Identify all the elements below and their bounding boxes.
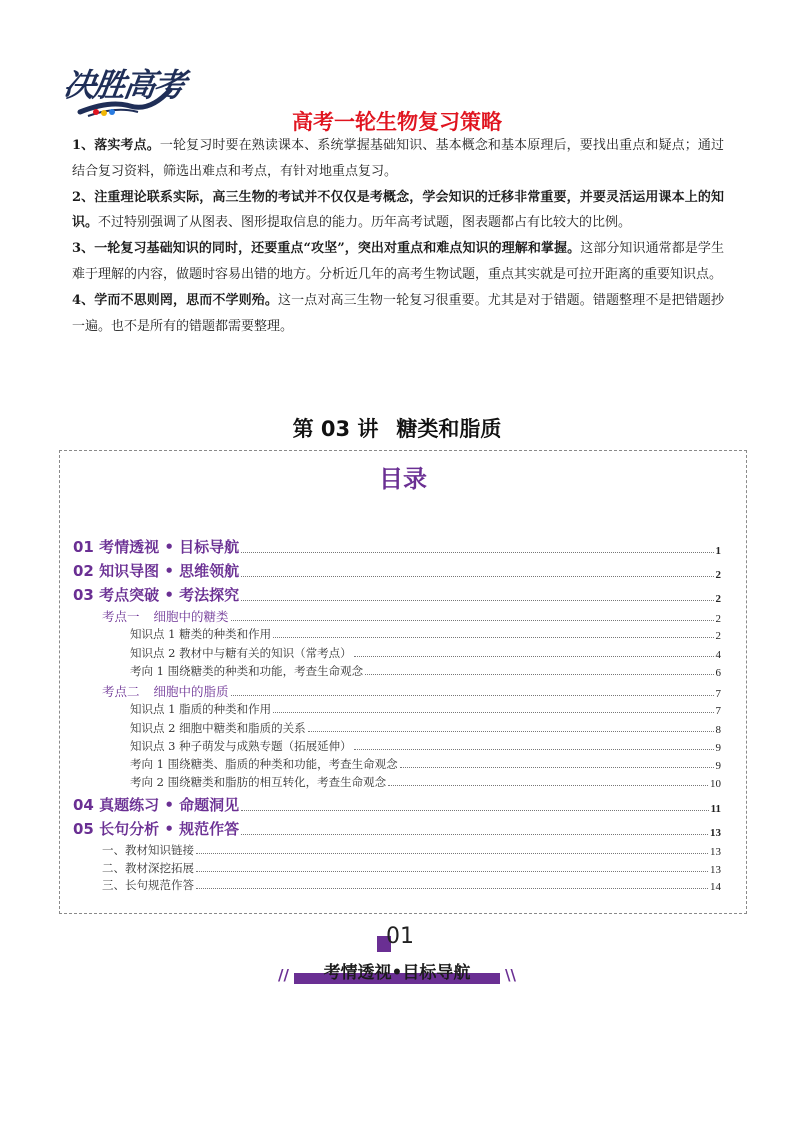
lecture-number: 第 03 讲 [292,417,379,441]
toc-leader-dots [241,575,713,577]
toc-page-number: 13 [710,864,721,876]
toc-leader-dots [196,870,708,872]
toc-leader-dots [241,599,713,601]
toc-leader-dots [354,748,714,750]
toc-entry-zhishidian-1-1[interactable] [130,626,721,642]
toc-page-number: 2 [715,593,721,605]
toc-leader-dots [354,655,714,657]
toc-entry-label-b: 细胞中的脂质 [153,684,229,699]
toc-entry-label: 05 长句分析 • 规范作答 [73,820,240,838]
toc-leader-dots [273,711,713,713]
toc-entry-label: 01 考情透视 • 目标导航 [73,538,240,556]
strategy-body-3: 这部分知识通常都是学生难于理解的内容，做题时容易出错的地方。分析近几年的高考生物试题，重点其实就是可拉开距离的重要知识点。 [72,241,724,282]
strategy-paragraph-4 [72,288,724,340]
toc-entry-03[interactable] [73,584,721,605]
toc-entry-zhishidian-2-3[interactable] [130,738,721,754]
toc-entry-label: 考向 1 围绕糖类的种类和功能，考查生命观念 [130,664,364,678]
strategy-lead-2: 2、注重理论联系实际，高三生物的考试并不仅仅是考概念，学会知识的迁移非常重要，并要灵活运用课本上的知识。 [72,189,724,231]
strategy-lead-3: 3、一轮复习基础知识的同时，还要重点“攻坚”，突出对重点和难点知识的理解和掌握。 [72,241,581,257]
toc-page-number: 9 [715,760,721,772]
toc-entry-label: 知识点 3 种子萌发与成熟专题（拓展延伸） [130,739,352,753]
toc-entry-label: 03 考点突破 • 考法探究 [73,586,240,604]
toc-entry-04[interactable] [73,794,721,815]
toc-page-number: 6 [715,667,721,679]
toc-leader-dots [241,551,713,553]
toc-entry-label: 二、教材深挖拓展 [102,861,194,875]
toc-entry-label: 04 真题练习 • 命题洞见 [73,796,240,814]
toc-page-number: 7 [715,705,721,717]
toc-page-number: 14 [710,881,721,893]
toc-entry-kaodian-2[interactable] [102,682,721,700]
lecture-title [0,413,794,443]
toc-entry-01[interactable] [73,536,721,557]
toc-entry-label: 一、教材知识链接 [102,843,194,857]
strategy-lead-4: 4、学而不思则罔，思而不学则殆。 [72,292,278,308]
toc-entry-label: 三、长句规范作答 [102,878,194,892]
toc-leader-dots [231,619,714,621]
toc-entry-05[interactable] [73,818,721,839]
toc-entry-zhishidian-2-1[interactable] [130,701,721,717]
toc-page-number: 7 [715,688,721,700]
section-slash-left-icon: // [278,966,289,984]
toc-entry-label [102,607,229,625]
strategy-lead-1: 1、落实考点。 [72,138,160,153]
toc-entry-changju-2[interactable] [102,860,721,876]
toc-leader-dots [241,833,708,835]
toc-entry-kaoxiang-2-1[interactable] [130,756,721,772]
toc-page-number: 11 [710,803,721,815]
toc-entry-label: 考向 2 围绕糖类和脂肪的相互转化，考查生命观念 [130,775,387,789]
toc-leader-dots [400,766,714,768]
toc-entry-label: 知识点 2 教材中与糖有关的知识（常考点） [130,646,352,660]
toc-entry-label [102,682,229,700]
lecture-name: 糖类和脂质 [396,417,502,441]
toc-leader-dots [196,887,708,889]
toc-entry-label-a: 考点一 [102,609,140,624]
toc-entry-kaoxiang-1-1[interactable] [130,663,721,679]
toc-page-number: 13 [710,827,721,839]
toc-entry-label: 考向 1 围绕糖类、脂质的种类和功能，考查生命观念 [130,757,398,771]
toc-entry-changju-1[interactable] [102,842,721,858]
toc-leader-dots [241,809,708,811]
section-number: 01 [386,924,414,949]
logo-text: 决胜高考 [61,66,187,104]
toc-entry-label: 知识点 2 细胞中糖类和脂质的关系 [130,721,306,735]
section-slash-right-icon: \\ [505,966,516,984]
toc-heading: 目录 [379,465,427,493]
strategy-paragraph-3 [72,236,724,288]
toc-page-number: 10 [710,778,721,790]
toc-leader-dots [308,730,714,732]
toc-entry-zhishidian-2-2[interactable] [130,720,721,736]
toc-page-number: 2 [715,613,721,625]
toc-page-number: 13 [710,846,721,858]
toc-leader-dots [388,784,708,786]
strategy-body-2: 不过特别强调了从图表、图形提取信息的能力。历年高考试题，图表题都占有比较大的比例。 [98,215,632,231]
toc-entry-label: 知识点 1 糖类的种类和作用 [130,627,272,641]
toc-entry-label-b: 细胞中的糖类 [153,609,229,624]
toc-leader-dots [231,694,714,696]
toc-entry-label-a: 考点二 [102,684,140,699]
toc-entry-02[interactable] [73,560,721,581]
toc-entry-label: 02 知识导图 • 思维领航 [73,562,240,580]
toc-entry-kaodian-1[interactable] [102,607,721,625]
strategy-body-1: 一轮复习时要在熟读课本、系统掌握基础知识、基本概念和基本原理后，要找出重点和疑点；通过结合复习资料，筛选出难点和考点，有针对地重点复习。 [72,138,724,179]
toc-page-number: 9 [715,742,721,754]
strategy-body-4: 这一点对高三生物一轮复习很重要。尤其是对于错题。错题整理不是把错题抄一遍。也不是所有的错题都需要整理。 [72,292,724,334]
toc-leader-dots [365,673,713,675]
toc-entry-zhishidian-1-2[interactable] [130,645,721,661]
toc-page-number: 4 [715,649,721,661]
toc-entry-kaoxiang-2-2[interactable] [130,774,721,790]
section-title: 考情透视•目标导航 [323,963,471,983]
toc-entry-label: 知识点 1 脂质的种类和作用 [130,702,272,716]
toc-entry-changju-3[interactable] [102,877,721,893]
page-title: 高考一轮生物复习策略 [292,110,502,134]
toc-page-number: 2 [715,630,721,642]
strategy-paragraph-1 [72,133,724,185]
toc-page-number: 1 [715,545,721,557]
toc-page-number: 2 [715,569,721,581]
toc-leader-dots [273,636,713,638]
toc-leader-dots [196,852,708,854]
strategy-paragraph-2 [72,185,724,237]
strategy-section [72,133,724,339]
toc-page-number: 8 [715,724,721,736]
